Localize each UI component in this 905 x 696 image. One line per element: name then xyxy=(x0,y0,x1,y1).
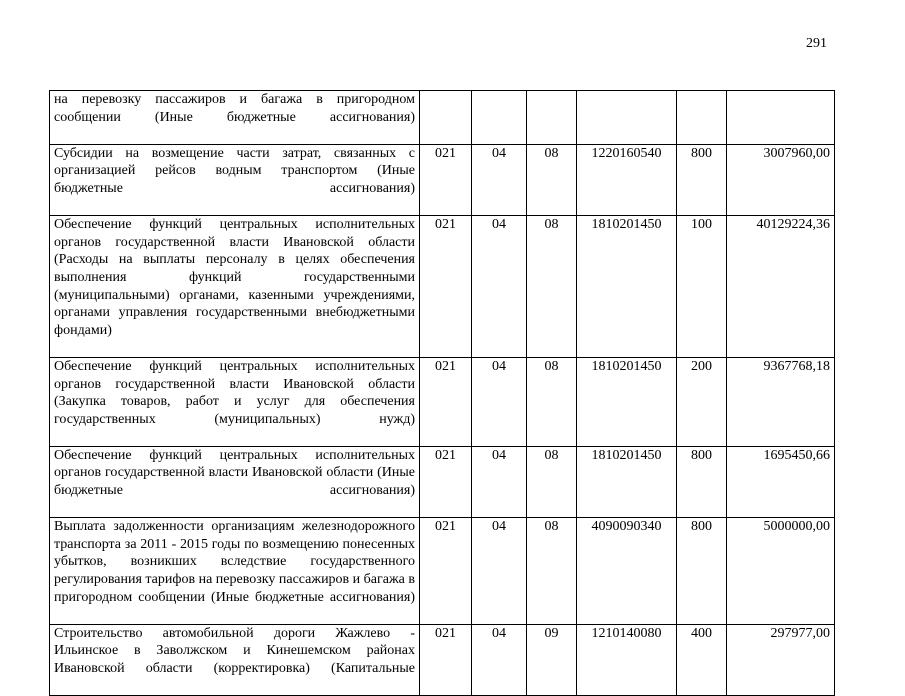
row-description: Обеспечение функций центральных исполнительных органов государственной власти Ивановской области (Закупка товаров, работ и услуг для обеспечения государственных (муниципальных) нужд) xyxy=(50,357,420,446)
page-number: 291 xyxy=(806,36,827,51)
row-ministry-code: 021 xyxy=(420,518,472,625)
row-subsection-code: 08 xyxy=(527,518,577,625)
row-subsection-code: 08 xyxy=(527,357,577,446)
row-amount xyxy=(727,91,835,145)
row-section-code: 04 xyxy=(472,216,527,358)
table-row xyxy=(50,216,835,358)
row-ministry-code: 021 xyxy=(420,216,472,358)
row-expense-type xyxy=(677,91,727,145)
row-ministry-code: 021 xyxy=(420,446,472,517)
row-amount: 3007960,00 xyxy=(727,144,835,215)
row-description: Обеспечение функций центральных исполнительных органов государственной власти Ивановской области (Иные бюджетные ассигнования) xyxy=(50,446,420,517)
row-description: Строительство автомобильной дороги Жажлево - Ильинское в Заволжском и Кинешемском районах Ивановской области (корректировка) (Капитальные xyxy=(50,624,420,695)
table-row xyxy=(50,624,835,695)
row-target-code: 1810201450 xyxy=(577,446,677,517)
row-expense-type: 400 xyxy=(677,624,727,695)
row-expense-type: 100 xyxy=(677,216,727,358)
row-section-code: 04 xyxy=(472,144,527,215)
row-amount: 9367768,18 xyxy=(727,357,835,446)
table-row xyxy=(50,518,835,625)
row-section-code xyxy=(472,91,527,145)
row-subsection-code: 08 xyxy=(527,216,577,358)
row-subsection-code: 09 xyxy=(527,624,577,695)
row-expense-type: 800 xyxy=(677,518,727,625)
row-target-code: 4090090340 xyxy=(577,518,677,625)
row-expense-type: 800 xyxy=(677,144,727,215)
budget-table xyxy=(49,90,835,696)
row-target-code xyxy=(577,91,677,145)
row-section-code: 04 xyxy=(472,518,527,625)
row-target-code: 1810201450 xyxy=(577,216,677,358)
table-row xyxy=(50,91,835,145)
row-amount: 40129224,36 xyxy=(727,216,835,358)
table-row xyxy=(50,446,835,517)
row-amount: 5000000,00 xyxy=(727,518,835,625)
row-ministry-code: 021 xyxy=(420,144,472,215)
row-subsection-code: 08 xyxy=(527,446,577,517)
row-ministry-code: 021 xyxy=(420,624,472,695)
row-amount: 297977,00 xyxy=(727,624,835,695)
row-section-code: 04 xyxy=(472,357,527,446)
row-subsection-code: 08 xyxy=(527,144,577,215)
row-section-code: 04 xyxy=(472,446,527,517)
table-row xyxy=(50,144,835,215)
row-target-code: 1220160540 xyxy=(577,144,677,215)
row-description: на перевозку пассажиров и багажа в пригородном сообщении (Иные бюджетные ассигнования) xyxy=(50,91,420,145)
row-ministry-code xyxy=(420,91,472,145)
row-description: Выплата задолженности организациям железнодорожного транспорта за 2011 - 2015 годы по возмещению понесенных убытков, возникших вследствие государственного регулирования тарифов на перевозку пассажиров и багажа в пригородном сообщении (Иные бюджетные ассигнования) xyxy=(50,518,420,625)
row-ministry-code: 021 xyxy=(420,357,472,446)
row-subsection-code xyxy=(527,91,577,145)
row-expense-type: 200 xyxy=(677,357,727,446)
row-target-code: 1210140080 xyxy=(577,624,677,695)
row-section-code: 04 xyxy=(472,624,527,695)
row-description: Обеспечение функций центральных исполнительных органов государственной власти Ивановской области (Расходы на выплаты персоналу в целях обеспечения выполнения функций государственными (муниципальными) органами, казенными учреждениями, органами управления государственными внебюджетными фондами) xyxy=(50,216,420,358)
row-amount: 1695450,66 xyxy=(727,446,835,517)
row-description: Субсидии на возмещение части затрат, связанных с организацией рейсов водным транспортом (Иные бюджетные ассигнования) xyxy=(50,144,420,215)
table-row xyxy=(50,357,835,446)
row-target-code: 1810201450 xyxy=(577,357,677,446)
row-expense-type: 800 xyxy=(677,446,727,517)
